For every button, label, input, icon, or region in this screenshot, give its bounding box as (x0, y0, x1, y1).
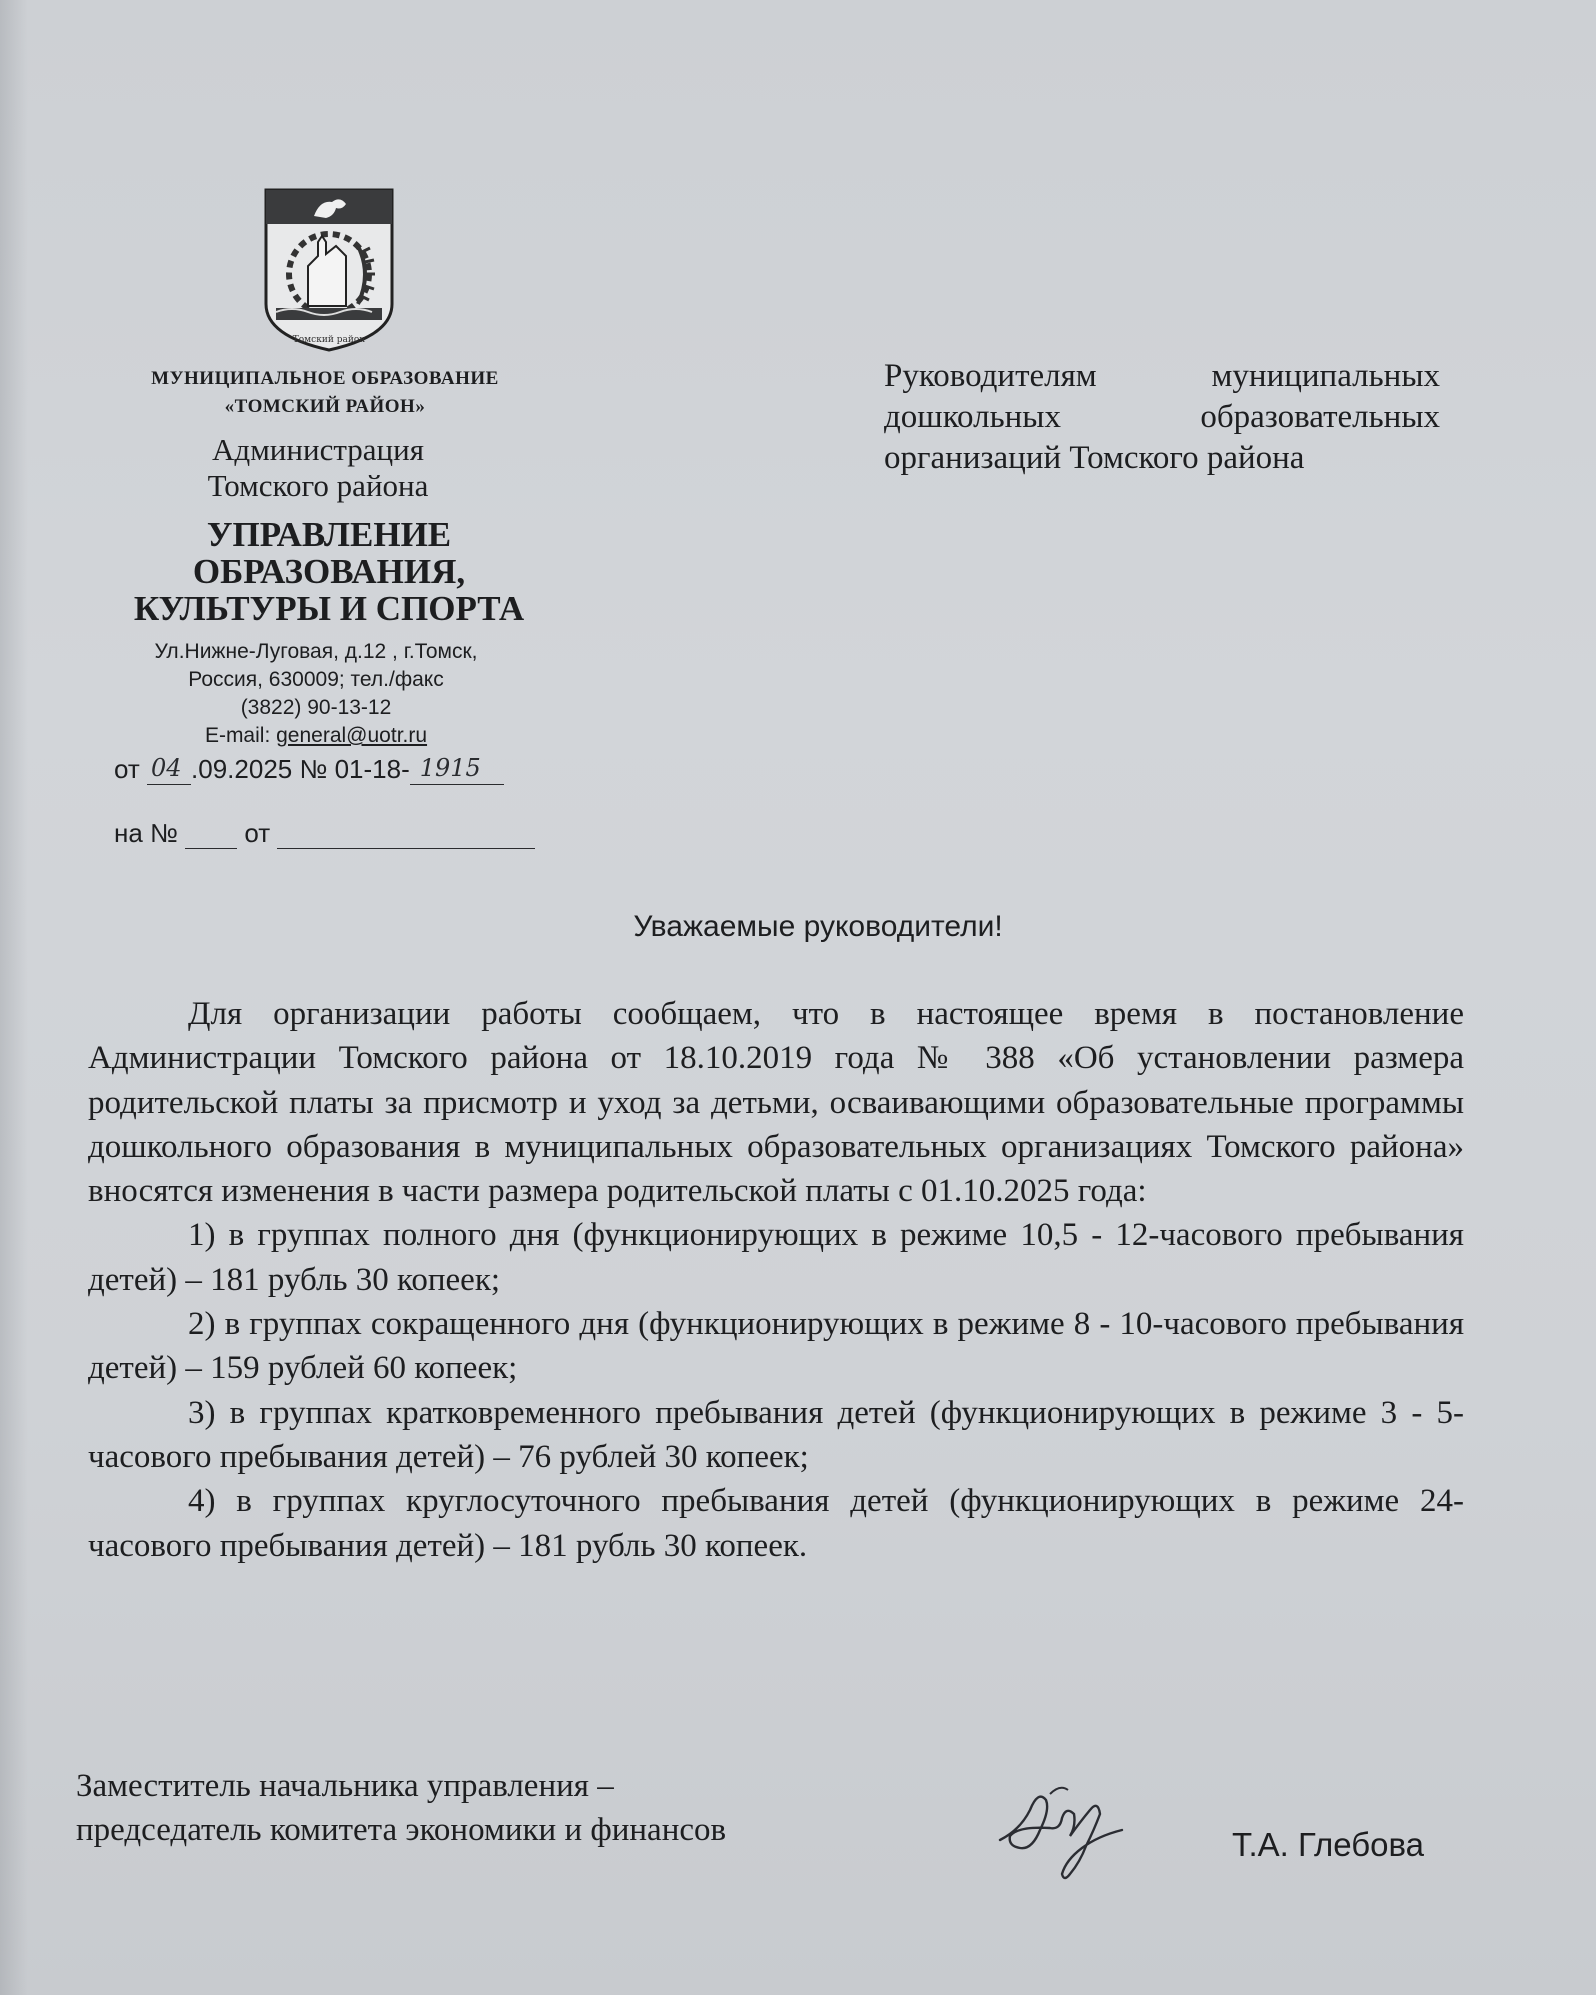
signatory-position-line1: Заместитель начальника управления – (76, 1768, 614, 1804)
reg-prefix: от (114, 754, 140, 784)
letter-body (88, 992, 1464, 1568)
body-item-3: 3) в группах кратковременного пребывания детей (функционирующих в режиме 3 - 5-часового пребывания детей) – 76 рублей 30 копеек; (88, 1394, 1464, 1475)
municipal-name-line2: «ТОМСКИЙ РАЙОН» (224, 396, 426, 417)
addressee-block: Руководителям муниципальных дошкольных образовательных организаций Томского района (884, 358, 1440, 476)
reg-day-handwritten: 04 (151, 754, 182, 782)
address-line1: Ул.Нижне-Луговая, д.12 , г.Томск, (154, 640, 478, 663)
email-link[interactable]: general@uotr.ru (276, 724, 428, 747)
reference-line (114, 818, 564, 849)
page-edge-shadow (0, 0, 28, 1995)
ref-mid: от (244, 818, 271, 848)
reg-number-handwritten: 1915 (419, 754, 481, 782)
salutation: Уважаемые руководители! (633, 910, 1003, 943)
department-title-line3: КУЛЬТУРЫ И СПОРТА (133, 589, 525, 628)
reg-date-rest: .09.2025 № 01-18- (191, 754, 410, 784)
body-intro-paragraph: Для организации работы сообщаем, что в настоящее время в постановление Администрации Томского района от 18.10.2019 года № 388 «Об установлении размера родительской платы за присмотр и уход за детьми, осваивающими образовательные программы дошкольного образования в муниципальных образовательных организациях Томского района» вносятся изменения в части размера родительской платы с 01.10.2025 года: (88, 996, 1464, 1210)
department-title (90, 516, 568, 627)
reg-day-field (147, 754, 191, 785)
body-item-4: 4) в группах круглосуточного пребывания детей (функционирующих в режиме 24-часового пребывания детей) – 181 рубль 30 копеек. (88, 1483, 1464, 1564)
coat-of-arms-icon (262, 186, 396, 354)
address-line2: Россия, 630009; тел./факс (188, 668, 444, 691)
signatory-position (76, 1764, 896, 1852)
ref-number-field (185, 824, 237, 849)
signatory-position-line2: председатель комитета экономики и финансов (76, 1812, 727, 1848)
email-label: E-mail: (204, 724, 277, 747)
handwritten-signature-icon (990, 1770, 1140, 1890)
ref-date-field (277, 824, 535, 849)
phone-line: (3822) 90-13-12 (240, 696, 392, 719)
signatory-name: Т.А. Глебова (1232, 1826, 1425, 1863)
email-line (96, 724, 536, 748)
body-item-2: 2) в группах сокращенного дня (функционирующих в режиме 8 - 10-часового пребывания детей) – 159 рублей 60 копеек; (88, 1306, 1464, 1387)
emblem-caption: Томский район (292, 335, 366, 345)
municipal-name-line1: МУНИЦИПАЛЬНОЕ ОБРАЗОВАНИЕ (151, 368, 499, 389)
department-title-line1: УПРАВЛЕНИЕ (206, 515, 452, 554)
ref-prefix: на № (114, 818, 178, 848)
reg-number-field (410, 754, 504, 785)
body-item-1: 1) в группах полного дня (функционирующих в режиме 10,5 - 12-часового пребывания детей) – 181 рубль 30 копеек; (88, 1217, 1464, 1298)
administration-line1: Администрация (212, 432, 424, 467)
registration-line (114, 754, 564, 785)
administration-line2: Томского района (207, 468, 429, 503)
department-title-line2: ОБРАЗОВАНИЯ, (192, 552, 466, 591)
